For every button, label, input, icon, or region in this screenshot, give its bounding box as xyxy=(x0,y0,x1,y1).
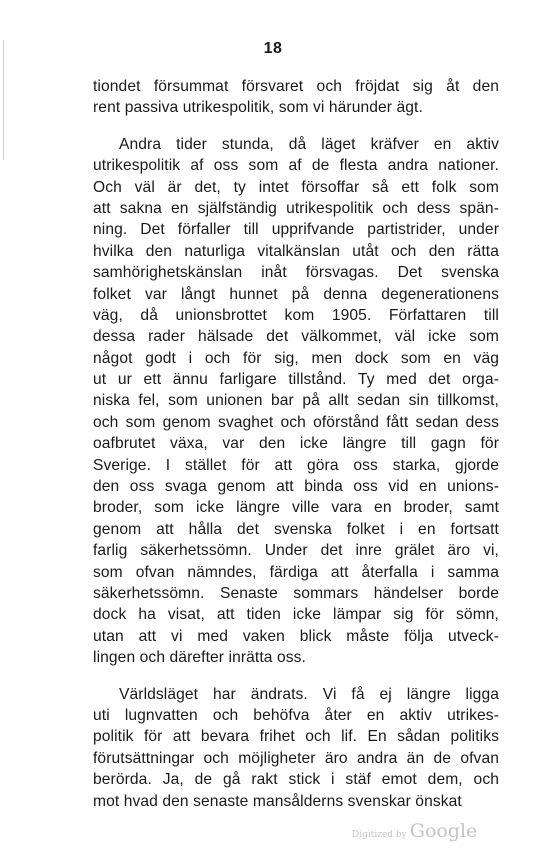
text-line: säkerhetssömn. Senaste sommars händelser borde xyxy=(93,584,499,602)
paragraph xyxy=(93,134,499,669)
text-line: rent passiva utrikespolitik, som vi härunder ägt. xyxy=(93,99,423,117)
text-line: Världsläget har ändrats. Vi få ej längre ligga xyxy=(119,685,499,703)
body-text xyxy=(93,76,499,812)
text-line: som ofvan nämndes, färdiga att återfalla i samma xyxy=(93,563,499,581)
text-line: lingen och därefter inrätta oss. xyxy=(93,649,306,667)
text-line: och som genom svaghet och oförstånd fått sedan dess xyxy=(93,413,499,431)
paragraph xyxy=(93,684,499,812)
text-line: utrikespolitik af oss som af de flesta andra nationer. xyxy=(93,157,499,175)
text-line: samhörighetskänslan inåt försvagas. Det svenska xyxy=(93,264,499,282)
page-number: 18 xyxy=(263,40,283,57)
text-line: broder, som icke längre ville vara en broder, samt xyxy=(93,499,499,517)
text-line: förutsättningar och möjligheter äro andra än de ofvan xyxy=(93,749,499,767)
text-line: Andra tider stunda, då läget kräfver en aktiv xyxy=(119,135,499,153)
text-line: folket var långt hunnet på denna degenerationens xyxy=(93,285,499,303)
text-line: mot hvad den senaste mansålderns svenskar önskat xyxy=(93,792,462,810)
text-line: Och väl är det, ty intet försoffar så ett folk som xyxy=(93,178,499,196)
text-line: dessa rader hälsade det välkommet, väl icke som xyxy=(93,328,499,346)
paragraph-gap xyxy=(93,669,499,684)
page-edge-rule xyxy=(3,40,4,160)
text-line: något godt i och för sig, men dock som en väg xyxy=(93,349,499,367)
text-line: Sverige. I stället för att göra oss starka, gjorde xyxy=(93,456,499,474)
text-line: ning. Det förfaller till upprifvande partistrider, under xyxy=(93,221,499,239)
text-line: oafbrutet växa, var den icke längre till gagn för xyxy=(93,435,499,453)
text-line: farlig säkerhetssömn. Under det inre grälet äro vi, xyxy=(93,542,499,560)
text-line: väg, då unionsbrottet kom 1905. Författaren till xyxy=(93,306,499,324)
text-line: berörda. Ja, de gå rakt stick i stäf emot dem, och xyxy=(93,771,499,789)
watermark-brand: Google xyxy=(409,820,478,842)
text-line: tiondet försummat försvaret och fröjdat sig åt den xyxy=(93,78,499,95)
text-line: att sakna en själfständig utrikespolitik och dess spän- xyxy=(93,199,499,217)
paragraph-gap xyxy=(93,119,499,134)
text-line: den oss svaga genom att binda oss vid en unions- xyxy=(93,478,499,496)
text-line: niska fel, som unionen bar på allt sedan sin tillkomst, xyxy=(93,392,499,410)
text-line: politik för att bevara frihet och lif. En sådan politiks xyxy=(93,728,499,746)
text-line: dock ha visat, att tiden icke lämpar sig för sömn, xyxy=(93,606,499,624)
text-line: utan att vi med vaken blick måste följa utveck- xyxy=(93,627,499,645)
text-line: genom att hålla det svenska folket i en fortsatt xyxy=(93,520,499,538)
text-line: hvilka den naturliga vitalkänslan utåt och den rätta xyxy=(93,242,499,260)
paragraph xyxy=(93,76,499,119)
digitized-by-google-watermark xyxy=(352,820,477,842)
text-line: uti lugnvatten och behöfva åter en aktiv utrikes- xyxy=(93,706,499,724)
text-line: ut ur ett ännu farligare tillstånd. Ty med det orga- xyxy=(93,371,499,389)
watermark-prefix: Digitized by xyxy=(352,830,407,840)
